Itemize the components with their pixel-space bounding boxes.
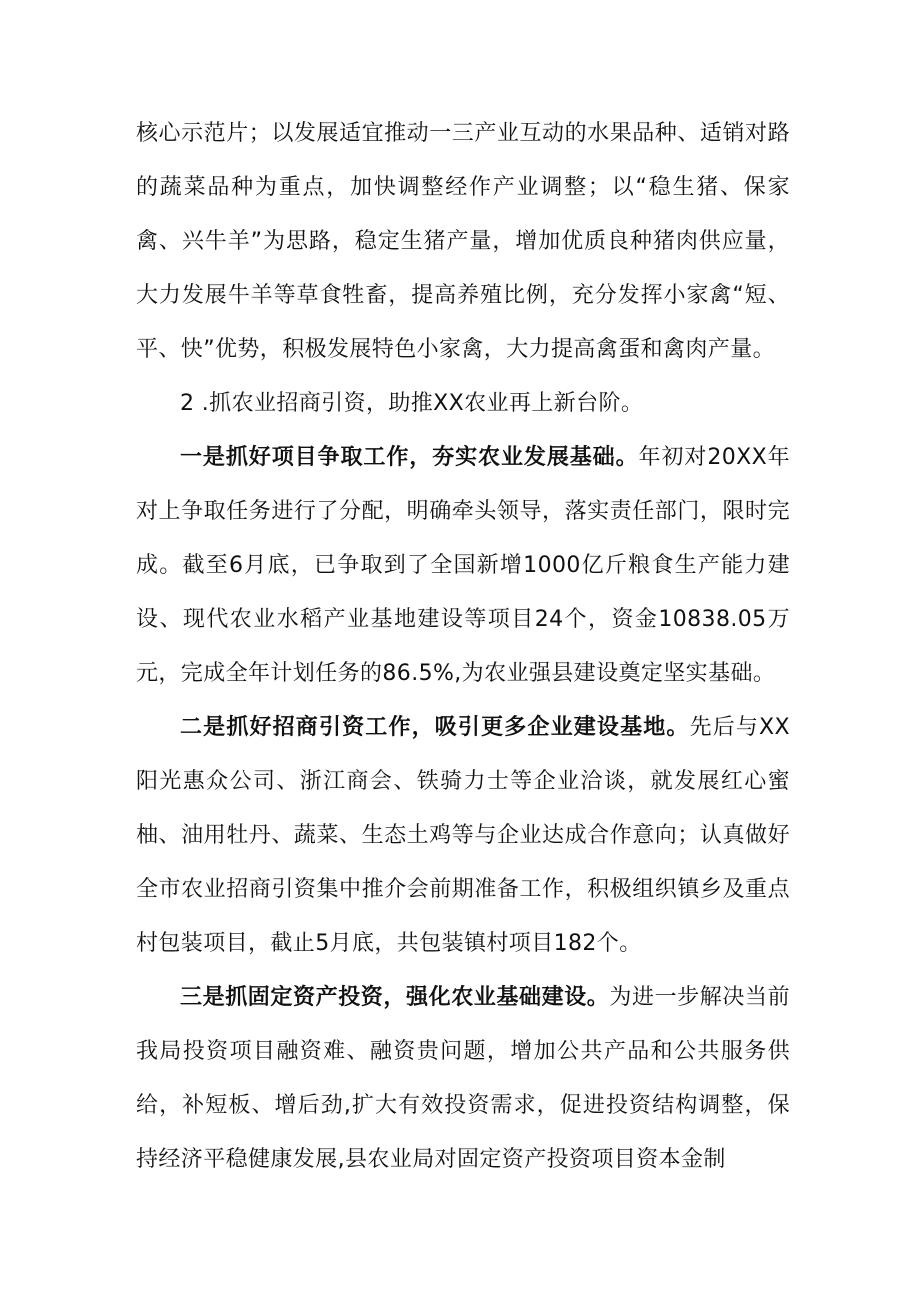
paragraph-5-lead: 三是抓固定资产投资，强化农业基础建设。 (180, 985, 610, 1010)
paragraph-4-text: 先后与XX阳光惠众公司、浙江商会、铁骑力士等企业洽谈，就发展红心蜜柚、油用牡丹、蔬菜、生态土鸡等与企业达成合作意向；认真做好全市农业招商引资集中推介会前期准备工作，积极组织镇乡及重点村包装项目，截止5月底，共包装镇村项目182个。 (136, 715, 790, 956)
paragraph-5 (136, 971, 790, 1187)
paragraph-3-lead: 一是抓好项目争取工作，夯实农业发展基础。 (180, 445, 639, 470)
paragraph-4-lead: 二是抓好招商引资工作，吸引更多企业建设基地。 (180, 715, 690, 740)
paragraph-3-text: 年初对20XX年对上争取任务进行了分配，明确牵头领导，落实责任部门，限时完成。截至6月底，已争取到了全国新增1000亿斤粮食生产能力建设、现代农业水稻产业基地建设等项目24个，资金10838.05万元，完成全年计划任务的86.5%,为农业强县建设奠定坚实基础。 (136, 445, 790, 686)
paragraph-2 (136, 377, 790, 431)
paragraph-2-text: 2 .抓农业招商引资，助推XX农业再上新台阶。 (180, 391, 644, 416)
paragraph-3 (136, 431, 790, 701)
paragraph-4 (136, 701, 790, 971)
paragraph-5-text: 为进一步解决当前我局投资项目融资难、融资贵问题，增加公共产品和公共服务供给，补短板、增后劲,扩大有效投资需求，促进投资结构调整，保持经济平稳健康发展,县农业局对固定资产投资项目资本金制 (136, 985, 791, 1172)
paragraph-1-text: 核心示范片；以发展适宜推动一三产业互动的水果品种、适销对路的蔬菜品种为重点，加快调整经作产业调整；以“稳生猪、保家禽、兴牛羊”为思路，稳定生猪产量，增加优质良种猪肉供应量，大力发展牛羊等草食牲畜，提高养殖比例，充分发挥小家禽“短、平、快”优势，积极发展特色小家禽，大力提高禽蛋和禽肉产量。 (136, 121, 790, 362)
paragraph-1 (136, 107, 790, 377)
